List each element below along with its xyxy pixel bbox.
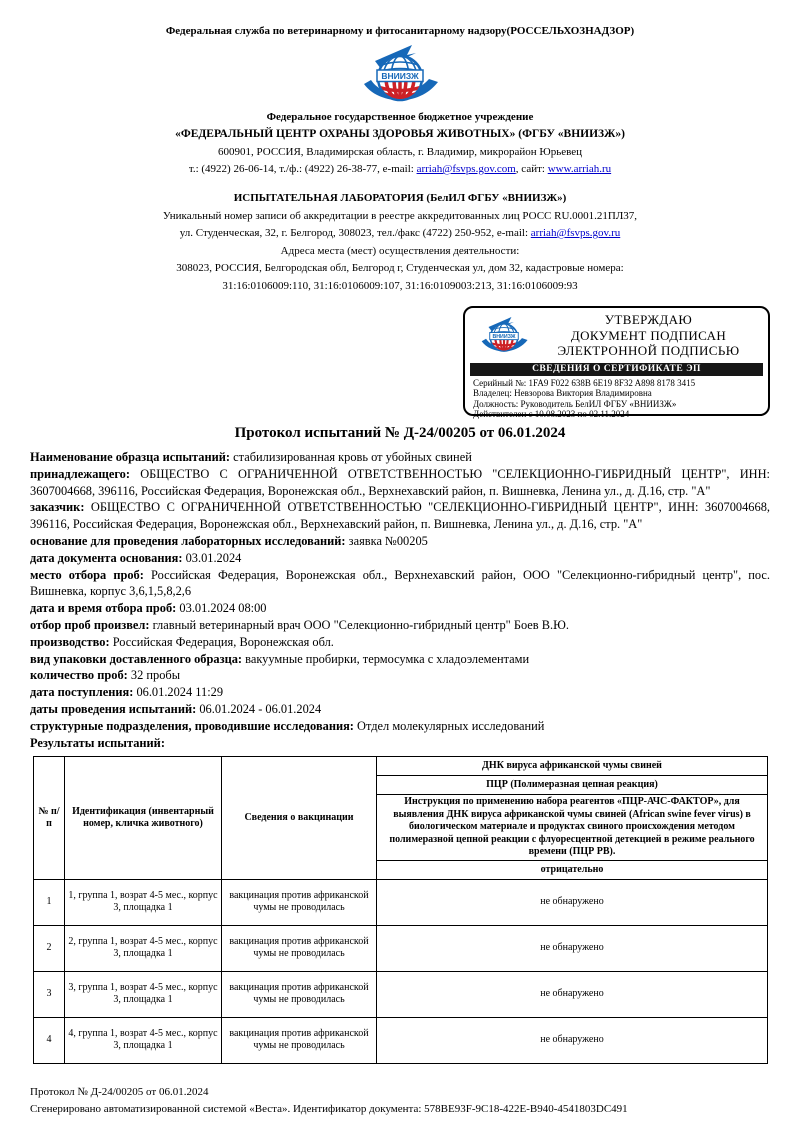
- footer-protocol-number: Протокол № Д-24/00205 от 06.01.2024: [30, 1086, 209, 1098]
- cell-vaccination: вакцинация против африканской чумы не проводилась: [222, 1017, 377, 1063]
- cert-serial: Серийный №: 1FA9 F022 638B 6E19 8F32 A898 8178 3415: [473, 377, 696, 388]
- field-row: [30, 449, 770, 466]
- field-label: дата и время отбора проб:: [30, 601, 177, 616]
- stamp-signed-line1: ДОКУМЕНТ ПОДПИСАН: [570, 327, 727, 343]
- cert-owner: Владелец: Невзорова Виктория Владимировна: [473, 388, 652, 398]
- table-row: [34, 879, 768, 925]
- field-label: даты проведения испытаний:: [30, 701, 197, 716]
- field-label: дата поступления:: [30, 685, 134, 700]
- field-label: количество проб:: [30, 668, 128, 683]
- certificate-header: СВЕДЕНИЯ О СЕРТИФИКАТЕ ЭП: [470, 363, 763, 376]
- cell-result: не обнаружено: [377, 925, 768, 971]
- stamp-approve: УТВЕРЖДАЮ: [604, 312, 693, 327]
- field-value: 03.01.2024 08:00: [179, 601, 267, 616]
- field-label: производство:: [30, 634, 110, 649]
- field-label: Наименование образца испытаний:: [30, 450, 231, 464]
- cell-vaccination: вакцинация против африканской чумы не проводилась: [222, 971, 377, 1017]
- field-value: главный ветеринарный врач ООО "Селекционно-гибридный центр" Боев В.Ю.: [152, 617, 569, 632]
- cell-result: не обнаружено: [377, 1017, 768, 1063]
- stamp-text: [535, 312, 762, 359]
- field-value: Отдел молекулярных исследований: [357, 718, 545, 733]
- field-value: ОБЩЕСТВО С ОГРАНИЧЕННОЙ ОТВЕТСТВЕННОСТЬЮ "СЕЛЕКЦИОННО-ГИБРИДНЫЙ ЦЕНТР", ИНН: 3607004668, 396116, Российская Федерация, Воронежская обл., Верхнехавский район, п. Вишневка, Ленина ул., д. Д.16, стр. "А": [30, 500, 770, 532]
- protocol-fields: [30, 449, 770, 751]
- field-value: 03.01.2024: [185, 550, 242, 565]
- results-label-text: Результаты испытаний:: [30, 735, 165, 750]
- field-row: [30, 499, 770, 533]
- cell-result: не обнаружено: [377, 879, 768, 925]
- contacts-mid: , сайт:: [515, 163, 548, 175]
- results-table: [33, 756, 768, 1064]
- cell-vaccination: вакцинация против африканской чумы не проводилась: [222, 925, 377, 971]
- field-row: [30, 684, 770, 701]
- field-row: [30, 634, 770, 651]
- field-value: стабилизированная кровь от убойных свиней: [233, 450, 472, 464]
- field-label: основание для проведения лабораторных исследований:: [30, 533, 346, 548]
- lab-address-prefix: ул. Студенческая, 32, г. Белгород, 308023, тел./факс (4722) 250-952, e-mail:: [179, 227, 531, 239]
- table-row: [34, 925, 768, 971]
- col-header-method-detail: Инструкция по применению набора реагентов «ПЦР-АЧС-ФАКТОР», для выявления ДНК вируса африканской чумы свиней (African swine fever virus) в биологическом материале и продуктах свиного происхождения методом полимеразной цепной реакции с флуоресцентной детекцией в режиме реального времени (ПЦР РВ).: [377, 795, 768, 861]
- field-value: ОБЩЕСТВО С ОГРАНИЧЕННОЙ ОТВЕТСТВЕННОСТЬЮ "СЕЛЕКЦИОННО-ГИБРИДНЫЙ ЦЕНТР", ИНН: 3607004668, 396116, Российская Федерация, Воронежская обл., Верхнехавский район, п. Вишневка, Ленина ул., д. Д.16, стр. "А": [30, 466, 770, 498]
- cell-num: 3: [34, 971, 65, 1017]
- document-footer: [30, 1084, 628, 1117]
- field-label: структурные подразделения, проводившие исследования:: [30, 718, 354, 733]
- field-value: Российская Федерация, Воронежская обл.: [112, 634, 334, 649]
- vniizh-logo-small-icon: [473, 315, 535, 355]
- cell-identification: 4, группа 1, возрат 4-5 мес., корпус 3, площадка 1: [65, 1017, 222, 1063]
- col-header-method: ПЦР (Полимеразная цепная реакция): [377, 776, 768, 795]
- cell-identification: 1, группа 1, возрат 4-5 мес., корпус 3, площадка 1: [65, 879, 222, 925]
- site-link[interactable]: www.arriah.ru: [547, 163, 612, 175]
- field-value: 32 пробы: [130, 668, 181, 683]
- field-label: принадлежащего:: [30, 466, 131, 481]
- lab-address: [0, 227, 800, 240]
- vniizh-logo-icon: [348, 42, 452, 106]
- field-label: отбор проб произвел:: [30, 617, 150, 632]
- field-row: [30, 466, 770, 500]
- cert-validity: Действителен с 10.08.2023 по 02.11.2024: [473, 409, 630, 419]
- document-header: [0, 0, 800, 176]
- field-value: заявка №00205: [348, 533, 428, 548]
- laboratory-block: [0, 192, 800, 293]
- contacts-prefix: т.: (4922) 26-06-14, т./ф.: (4922) 26-38-77, e-mail:: [188, 163, 417, 175]
- cell-identification: 3, группа 1, возрат 4-5 мес., корпус 3, площадка 1: [65, 971, 222, 1017]
- org-type: Федеральное государственное бюджетное учреждение: [266, 110, 534, 123]
- org-name: «ФЕДЕРАЛЬНЫЙ ЦЕНТР ОХРАНЫ ЗДОРОВЬЯ ЖИВОТНЫХ» (ФГБУ «ВНИИЗЖ»): [175, 128, 625, 140]
- cell-num: 4: [34, 1017, 65, 1063]
- col-header-test-name: ДНК вируса африканской чумы свиней: [377, 757, 768, 776]
- stamp-area: [0, 297, 800, 421]
- cell-identification: 2, группа 1, возрат 4-5 мес., корпус 3, площадка 1: [65, 925, 222, 971]
- field-row: [30, 600, 770, 617]
- stamp-top: [465, 308, 768, 361]
- certificate-details: [465, 376, 768, 420]
- col-header-vaccination: Сведения о вакцинации: [222, 757, 377, 880]
- org-address: 600901, РОССИЯ, Владимирская область, г. Владимир, микрорайон Юрьевец: [218, 145, 582, 158]
- field-label: место отбора проб:: [30, 567, 144, 582]
- cadastral-numbers: 31:16:0106009:110, 31:16:0106009:107, 31:16:0109003:213, 31:16:0106009:93: [222, 279, 578, 292]
- cell-num: 1: [34, 879, 65, 925]
- field-row: [30, 550, 770, 567]
- footer-generated-by: Сгенерировано автоматизированной системой «Веста». Идентификатор документа: 578BE93F-9C18-422E-B940-4541803DC491: [30, 1102, 628, 1115]
- lab-title: ИСПЫТАТЕЛЬНАЯ ЛАБОРАТОРИЯ (БелИЛ ФГБУ «ВНИИЗЖ»): [233, 192, 567, 204]
- org-contacts: [0, 163, 800, 176]
- field-value: 06.01.2024 11:29: [136, 685, 224, 700]
- field-row: [30, 651, 770, 668]
- field-row: [30, 567, 770, 601]
- lab-email-link[interactable]: arriah@fsvps.gov.ru: [530, 227, 621, 239]
- field-row: [30, 718, 770, 735]
- field-label: вид упаковки доставленного образца:: [30, 651, 243, 666]
- lab-accreditation: Уникальный номер записи об аккредитации в реестре аккредитованных лиц РОСС RU.0001.21ПЛ37,: [162, 209, 638, 222]
- activity-label: Адреса места (мест) осуществления деятельности:: [280, 244, 520, 257]
- field-label: заказчик:: [30, 500, 85, 515]
- stamp-signed-line2: ЭЛЕКТРОННОЙ ПОДПИСЬЮ: [557, 343, 740, 358]
- col-header-norm: отрицательно: [377, 860, 768, 879]
- field-value: вакуумные пробирки, термосумка с хладоэлементами: [245, 651, 530, 666]
- activity-address: 308023, РОССИЯ, Белгородская обл, Белгород г, Студенческая ул, дом 32, кадастровые номера:: [176, 262, 624, 274]
- cert-position: Должность: Руководитель БелИЛ ФГБУ «ВНИИЗЖ»: [473, 398, 677, 409]
- col-header-num: № п/п: [34, 757, 65, 880]
- protocol-title: Протокол испытаний № Д-24/00205 от 06.01.2024: [234, 425, 566, 441]
- table-row: [34, 1017, 768, 1063]
- field-row: [30, 533, 770, 550]
- digital-signature-stamp: [463, 306, 770, 419]
- agency-name: Федеральная служба по ветеринарному и фитосанитарному надзору(РОССЕЛЬХОЗНАДЗОР): [165, 24, 635, 37]
- field-label: дата документа основания:: [30, 550, 183, 565]
- field-value: 06.01.2024 - 06.01.2024: [199, 701, 322, 716]
- cell-result: не обнаружено: [377, 971, 768, 1017]
- field-row: [30, 667, 770, 684]
- table-row: [34, 971, 768, 1017]
- field-row: [30, 701, 770, 718]
- cell-vaccination: вакцинация против африканской чумы не проводилась: [222, 879, 377, 925]
- email-link[interactable]: arriah@fsvps.gov.com: [416, 163, 516, 175]
- col-header-identification: Идентификация (инвентарный номер, кличка животного): [65, 757, 222, 880]
- cell-num: 2: [34, 925, 65, 971]
- field-row: [30, 617, 770, 634]
- results-label: [30, 735, 770, 752]
- field-value: Российская Федерация, Воронежская обл., Верхнехавский район, ООО "Селекционно-гибридный центр", пос. Вишневка, корпус 3,6,1,5,8,2,6: [30, 567, 771, 599]
